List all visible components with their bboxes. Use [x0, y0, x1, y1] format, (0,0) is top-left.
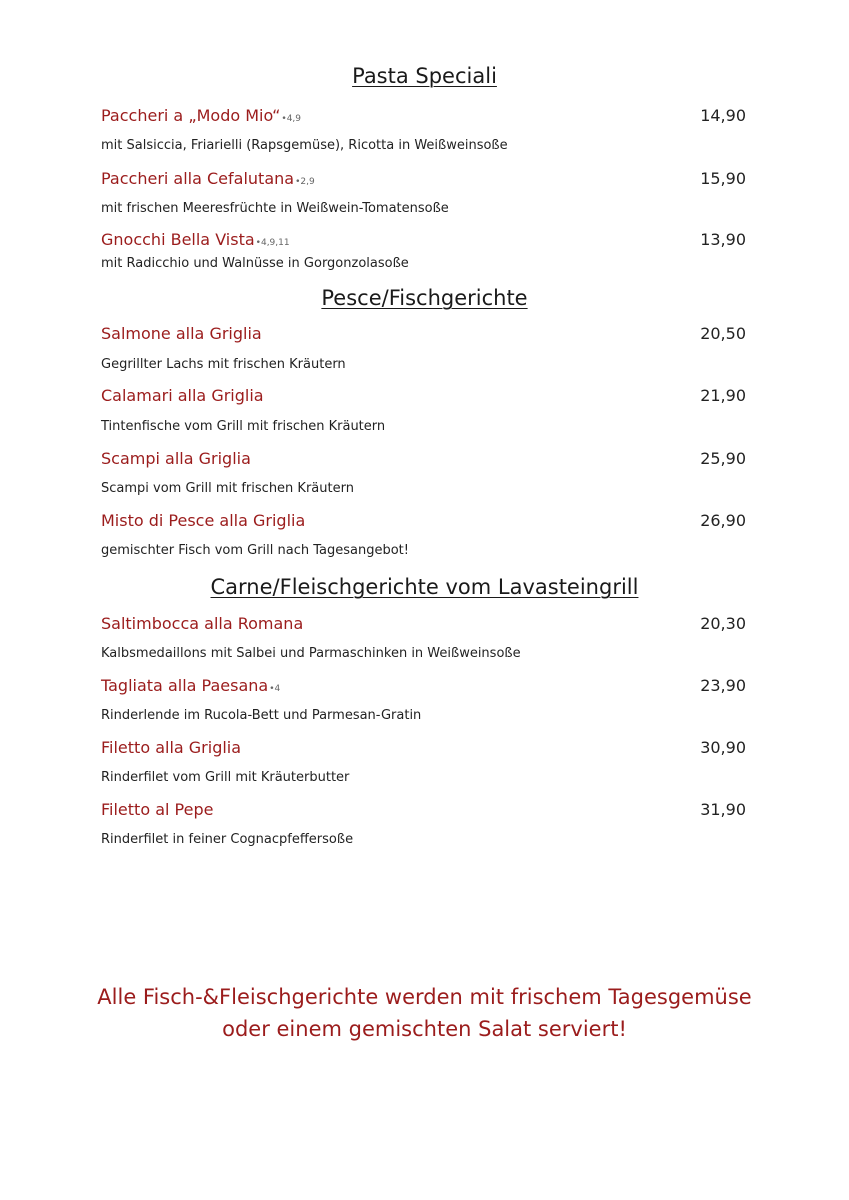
dish-price: 30,90 — [700, 738, 746, 757]
dish-name: Tagliata alla Paesana•4 — [101, 676, 281, 695]
dish-name: Calamari alla Griglia — [101, 386, 264, 405]
dish-name: Scampi alla Griglia — [101, 449, 251, 468]
section-title-meat: Carne/Fleischgerichte vom Lavasteingrill — [210, 575, 639, 599]
footer-note-line-2: oder einem gemischten Salat serviert! — [222, 1017, 627, 1041]
allergen-codes: •2,9 — [295, 177, 315, 187]
dish-name: Filetto al Pepe — [101, 800, 214, 819]
dish-description: gemischter Fisch vom Grill nach Tagesangebot! — [101, 543, 409, 558]
dish-price: 26,90 — [700, 511, 746, 530]
dish-description: Scampi vom Grill mit frischen Kräutern — [101, 481, 354, 496]
dish-price: 14,90 — [700, 106, 746, 125]
dish-name: Paccheri a „Modo Mio“•4,9 — [101, 106, 302, 125]
dish-description: Rinderfilet vom Grill mit Kräuterbutter — [101, 770, 350, 785]
dish-price: 21,90 — [700, 386, 746, 405]
allergen-codes: •4,9 — [281, 114, 302, 124]
section-title-fish: Pesce/Fischgerichte — [321, 286, 528, 310]
dish-name: Paccheri alla Cefalutana•2,9 — [101, 169, 315, 188]
dish-price: 13,90 — [700, 230, 746, 249]
dish-description: Kalbsmedaillons mit Salbei und Parmaschinken in Weißweinsoße — [101, 646, 521, 661]
dish-price: 20,50 — [700, 324, 746, 343]
dish-price: 23,90 — [700, 676, 746, 695]
allergen-codes: •4,9,11 — [255, 238, 290, 248]
dish-price: 15,90 — [700, 169, 746, 188]
footer-note — [0, 981, 849, 1045]
dish-description: Tintenfische vom Grill mit frischen Kräutern — [101, 419, 386, 434]
dish-name: Filetto alla Griglia — [101, 738, 242, 757]
dish-price: 20,30 — [700, 614, 746, 633]
dish-description: Rinderfilet in feiner Cognacpfeffersoße — [101, 832, 354, 847]
dish-description: mit Radicchio und Walnüsse in Gorgonzolasoße — [101, 256, 409, 271]
dish-description: Gegrillter Lachs mit frischen Kräutern — [101, 357, 346, 372]
dish-description: mit Salsiccia, Friarielli (Rapsgemüse), Ricotta in Weißweinsoße — [101, 138, 508, 153]
section-title-pasta: Pasta Speciali — [352, 64, 497, 88]
dish-price: 25,90 — [700, 449, 746, 468]
dish-name: Saltimbocca alla Romana — [101, 614, 304, 633]
footer-note-line-1: Alle Fisch-&Fleischgerichte werden mit frischem Tagesgemüse — [97, 985, 752, 1009]
dish-price: 31,90 — [700, 800, 746, 819]
allergen-codes: •4 — [269, 684, 281, 694]
dish-description: Rinderlende im Rucola-Bett und Parmesan-Gratin — [101, 708, 422, 723]
dish-name: Salmone alla Griglia — [101, 324, 262, 343]
dish-description: mit frischen Meeresfrüchte in Weißwein-Tomatensoße — [101, 201, 449, 216]
dish-name: Gnocchi Bella Vista•4,9,11 — [101, 230, 290, 249]
dish-name: Misto di Pesce alla Griglia — [101, 511, 306, 530]
